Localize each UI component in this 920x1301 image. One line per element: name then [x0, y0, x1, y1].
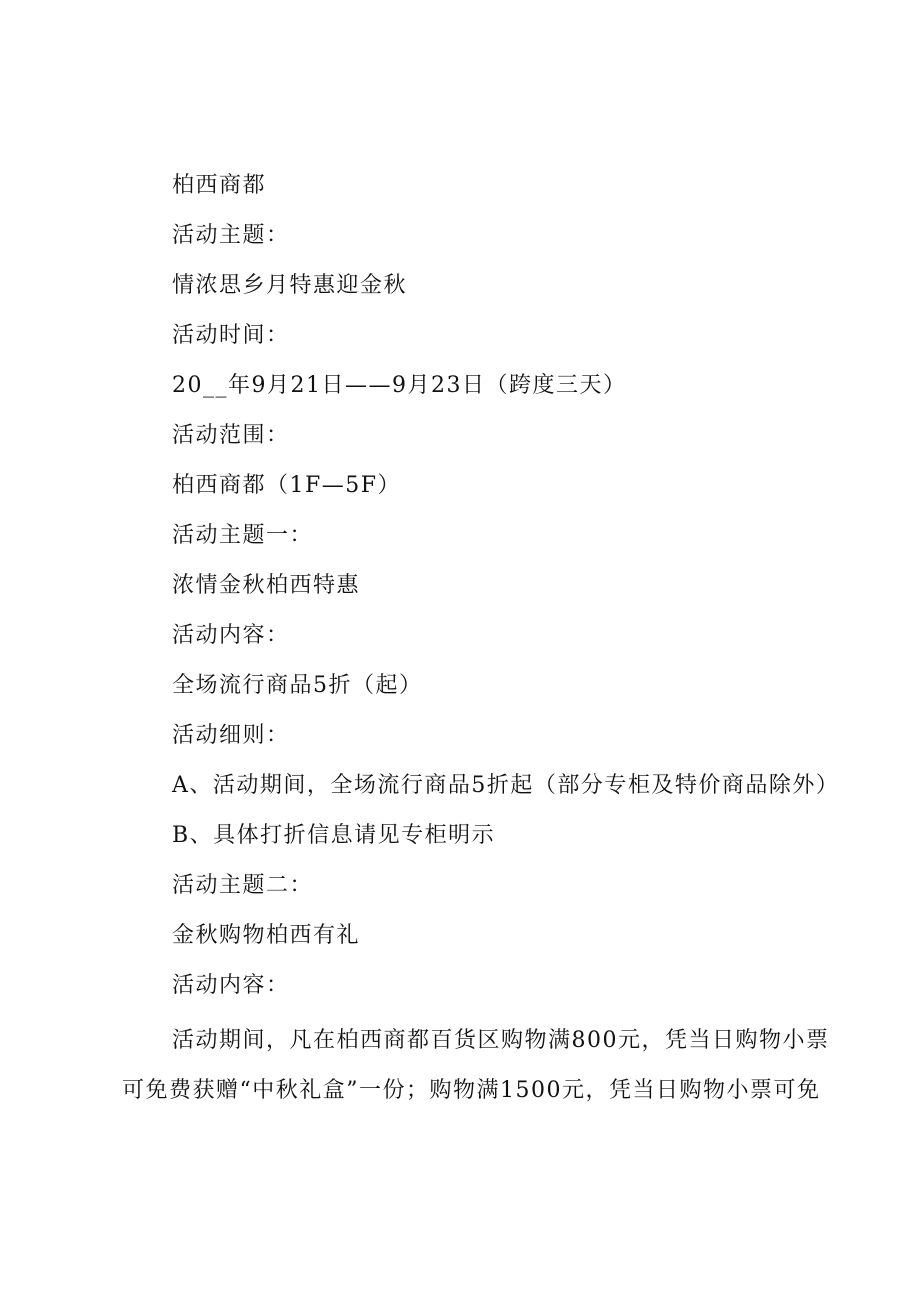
- content-text-one: 全场流行商品5折（起）: [172, 673, 423, 698]
- rule-a: A、活动期间，全场流行商品5折起（部分专柜及特价商品除外）: [172, 773, 840, 798]
- theme-two-text: 金秋购物柏西有礼: [172, 923, 361, 948]
- paragraph-line-1: 活动期间，凡在柏西商都百货区购物满800元，凭当日购物小票: [172, 1028, 830, 1053]
- theme-text: 情浓思乡月特惠迎金秋: [172, 273, 408, 298]
- time-heading: 活动时间：: [172, 323, 290, 348]
- scope-heading: 活动范围：: [172, 423, 290, 448]
- theme-one-text: 浓情金秋柏西特惠: [172, 573, 361, 598]
- time-text: 20__年9月21日——9月23日（跨度三天）: [172, 373, 627, 398]
- content-paragraph: [0, 1016, 920, 1116]
- rule-b: B、具体打折信息请见专柜明示: [172, 823, 496, 848]
- rules-heading: 活动细则：: [172, 723, 290, 748]
- scope-text: 柏西商都（1F—5F）: [172, 473, 402, 498]
- theme-one-heading: 活动主题一：: [172, 523, 314, 548]
- content-heading-one: 活动内容：: [172, 623, 290, 648]
- paragraph-line-2: 可免费获赠“中秋礼盒”一份；购物满1500元，凭当日购物小票可免: [122, 1078, 821, 1103]
- document-content: [0, 166, 920, 1116]
- mall-name: 柏西商都: [172, 173, 267, 198]
- theme-two-heading: 活动主题二：: [172, 873, 314, 898]
- theme-heading: 活动主题：: [172, 223, 290, 248]
- content-heading-two: 活动内容：: [172, 973, 290, 998]
